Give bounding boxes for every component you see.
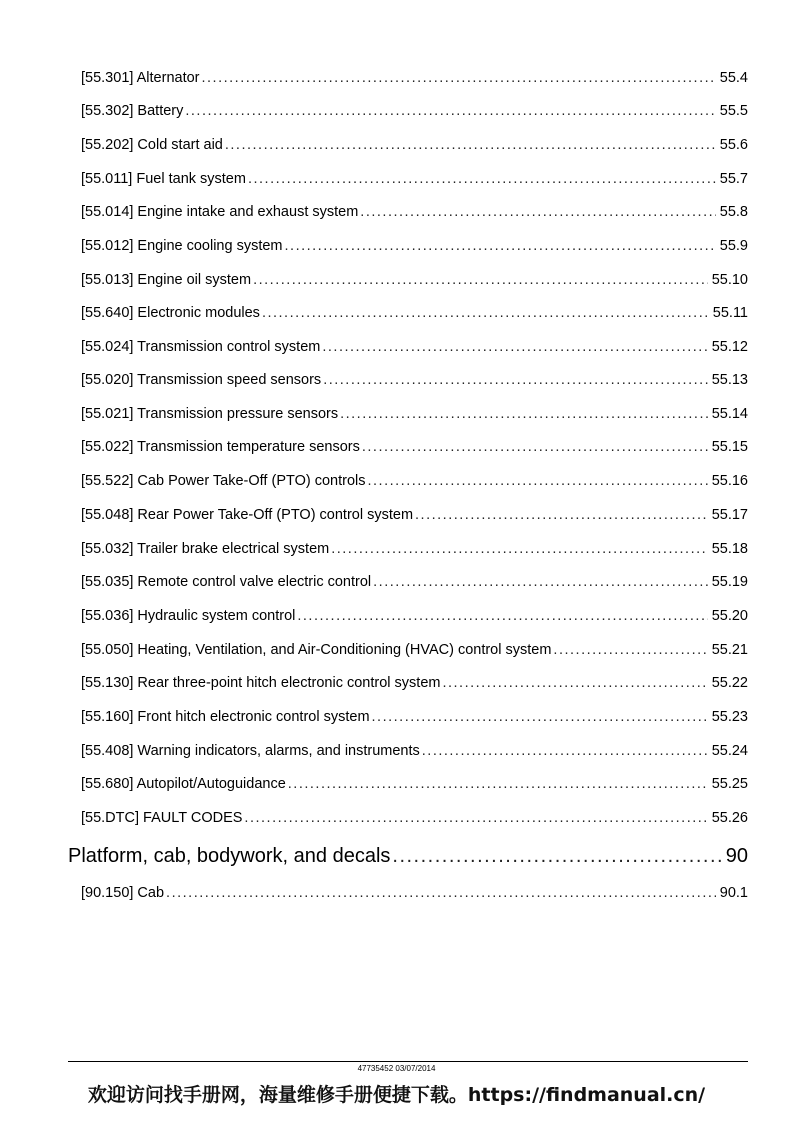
toc-entry-55-020[interactable] (81, 370, 748, 390)
dot-leader (553, 640, 707, 660)
toc-entry-55-522[interactable] (81, 471, 748, 491)
dot-leader (372, 707, 708, 727)
toc-entry-55-dtc[interactable] (81, 808, 748, 828)
toc-entry-55-050[interactable] (81, 640, 748, 660)
dot-leader (244, 808, 707, 828)
dot-leader (323, 370, 708, 390)
toc-entry-title: [55.408] Warning indicators, alarms, and instruments (81, 743, 420, 759)
toc-entry-page: 55.18 (711, 541, 748, 557)
dot-leader (253, 270, 708, 290)
dot-leader (415, 505, 708, 525)
footer-document-code: 47735452 03/07/2014 (357, 1064, 436, 1073)
toc-entry-page: 55.9 (719, 238, 748, 254)
toc-entry-55-024[interactable] (81, 337, 748, 357)
toc-entry-page: 55.5 (719, 103, 748, 119)
toc-entry-page: 55.15 (711, 439, 748, 455)
toc-entry-55-011[interactable] (81, 169, 748, 189)
toc-entry-55-022[interactable] (81, 437, 748, 457)
toc-entry-page: 55.22 (711, 675, 748, 691)
toc-entry-title: [55.048] Rear Power Take-Off (PTO) control system (81, 507, 414, 523)
toc-entry-title: [55.011] Fuel tank system (81, 171, 246, 187)
toc-entry-title: [55.130] Rear three-point hitch electronic control system (81, 675, 441, 691)
dot-leader (248, 169, 716, 189)
dot-leader (285, 236, 716, 256)
footer-divider (68, 1061, 748, 1062)
toc-section-platform-cab[interactable] (68, 843, 748, 869)
toc-entry-55-013[interactable] (81, 270, 748, 290)
toc-entry-title: [55.012] Engine cooling system (81, 238, 283, 254)
toc-entry-page: 55.20 (711, 608, 748, 624)
toc-entry-page: 55.19 (711, 574, 748, 590)
toc-entry-page: 55.21 (711, 642, 748, 658)
dot-leader (225, 135, 716, 155)
toc-entry-title: [55.036] Hydraulic system control (81, 608, 296, 624)
toc-entry-page: 55.13 (711, 372, 748, 388)
toc-entry-55-301[interactable] (81, 68, 748, 88)
toc-entry-title: [90.150] Cab (81, 885, 165, 901)
toc-entry-title: [55.640] Electronic modules (81, 305, 260, 321)
toc-entry-55-021[interactable] (81, 404, 748, 424)
toc-entry-55-640[interactable] (81, 303, 748, 323)
toc-entry-90-150[interactable] (81, 883, 748, 903)
dot-leader (322, 337, 707, 357)
toc-entry-title: [55.DTC] FAULT CODES (81, 810, 243, 826)
dot-leader (392, 843, 721, 869)
toc-entry-55-408[interactable] (81, 741, 748, 761)
toc-entry-55-014[interactable] (81, 202, 748, 222)
dot-leader (331, 539, 707, 559)
dot-leader (202, 68, 716, 88)
toc-entry-55-012[interactable] (81, 236, 748, 256)
dot-leader (297, 606, 707, 626)
toc-entry-title: [55.301] Alternator (81, 70, 200, 86)
toc-entry-title: [55.035] Remote control valve electric control (81, 574, 372, 590)
toc-entry-55-202[interactable] (81, 135, 748, 155)
toc-entry-title: [55.160] Front hitch electronic control system (81, 709, 370, 725)
toc-entry-title: [55.680] Autopilot/Autoguidance (81, 776, 286, 792)
toc-entry-page: 55.4 (719, 70, 748, 86)
dot-leader (368, 471, 708, 491)
toc-entry-55-032[interactable] (81, 539, 748, 559)
toc-entry-title: [55.021] Transmission pressure sensors (81, 406, 339, 422)
dot-leader (442, 673, 707, 693)
toc-entry-title: [55.202] Cold start aid (81, 137, 223, 153)
dot-leader (422, 741, 708, 761)
toc-entry-title: [55.014] Engine intake and exhaust system (81, 204, 359, 220)
toc-entry-page: 55.6 (719, 137, 748, 153)
toc-entry-page: 55.8 (719, 204, 748, 220)
toc-entry-page: 55.11 (712, 305, 748, 321)
toc-entry-page: 55.10 (711, 272, 748, 288)
toc-entry-title: [55.032] Trailer brake electrical system (81, 541, 330, 557)
dot-leader (288, 774, 708, 794)
dot-leader (166, 883, 716, 903)
toc-entry-page: 55.24 (711, 743, 748, 759)
toc-entry-page: 55.23 (711, 709, 748, 725)
toc-entry-page: 55.12 (711, 339, 748, 355)
toc-entry-title: [55.050] Heating, Ventilation, and Air-Conditioning (HVAC) control system (81, 642, 552, 658)
toc-entry-title: [55.013] Engine oil system (81, 272, 252, 288)
toc-entry-title: [55.022] Transmission temperature sensors (81, 439, 360, 455)
toc-entry-55-130[interactable] (81, 673, 748, 693)
toc-entry-55-160[interactable] (81, 707, 748, 727)
dot-leader (340, 404, 708, 424)
toc-section-page: 90 (725, 845, 748, 867)
toc-entry-page: 55.26 (711, 810, 748, 826)
toc-entry-55-048[interactable] (81, 505, 748, 525)
toc-entry-55-035[interactable] (81, 572, 748, 592)
toc-entry-page: 55.7 (719, 171, 748, 187)
toc-entry-title: [55.024] Transmission control system (81, 339, 321, 355)
dot-leader (262, 303, 709, 323)
toc-entry-55-302[interactable] (81, 101, 748, 121)
toc-entry-55-680[interactable] (81, 774, 748, 794)
toc-entry-page: 55.16 (711, 473, 748, 489)
toc-entry-page: 55.25 (711, 776, 748, 792)
toc-entry-title: [55.522] Cab Power Take-Off (PTO) controls (81, 473, 366, 489)
toc-section-title: Platform, cab, bodywork, and decals (68, 845, 391, 867)
toc-entry-title: [55.302] Battery (81, 103, 184, 119)
toc-entry-55-036[interactable] (81, 606, 748, 626)
toc-entry-page: 55.14 (711, 406, 748, 422)
dot-leader (362, 437, 708, 457)
toc-entry-page: 90.1 (719, 885, 748, 901)
dot-leader (373, 572, 708, 592)
toc-entry-page: 55.17 (711, 507, 748, 523)
toc-entry-title: [55.020] Transmission speed sensors (81, 372, 322, 388)
website-banner: 欢迎访问找手册网，海量维修手册便捷下载。https://findmanual.cn/ (87, 1084, 706, 1106)
dot-leader (360, 202, 715, 222)
dot-leader (185, 101, 715, 121)
